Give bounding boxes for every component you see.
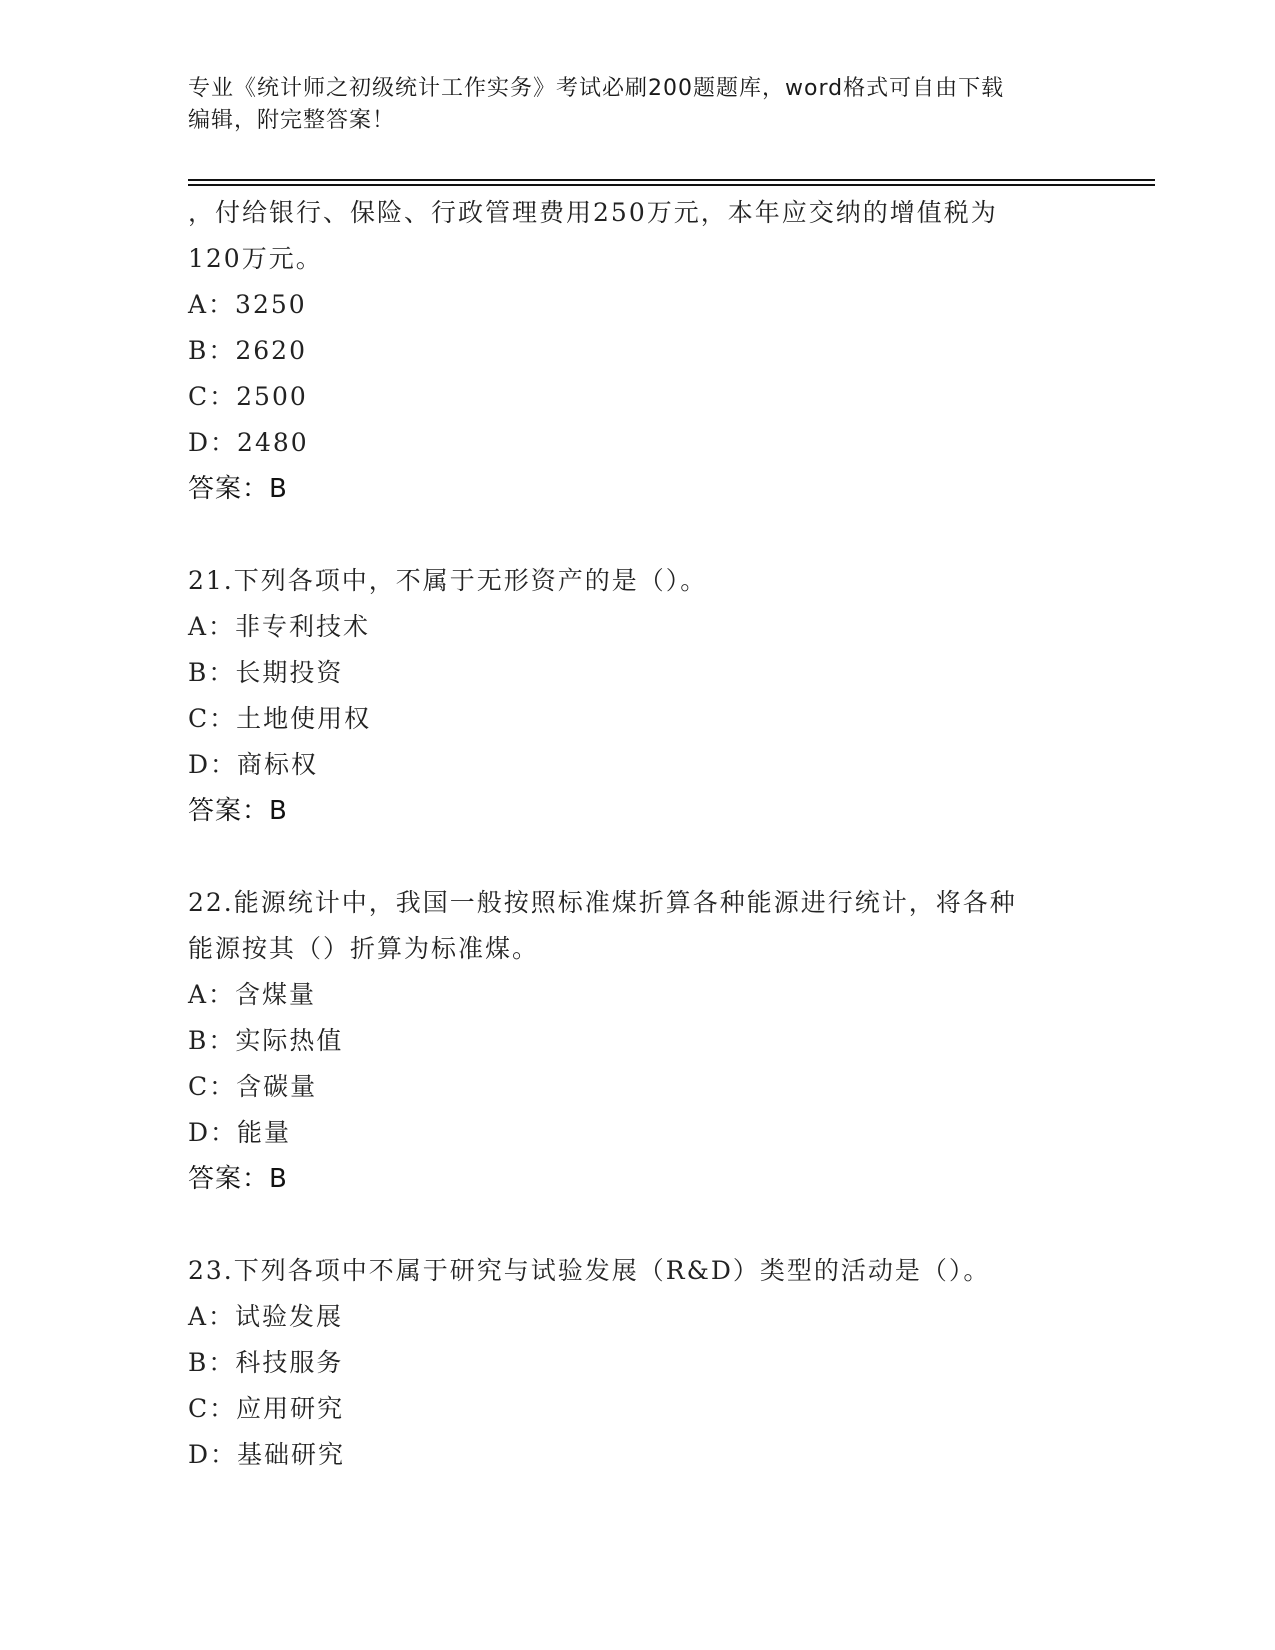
option-a: A：3250	[188, 290, 307, 319]
option-c: C：2500	[188, 382, 308, 411]
question-text-continued: ，付给银行、保险、行政管理费用250万元，本年应交纳的增值税为	[188, 198, 998, 227]
option-a: A：非专利技术	[188, 612, 371, 641]
option-d: D：商标权	[188, 750, 319, 779]
option-c: C：土地使用权	[188, 704, 372, 733]
answer-line: 答案：B	[188, 474, 288, 504]
option-a: A：含煤量	[188, 980, 317, 1009]
question-22	[188, 880, 1088, 1202]
question-text-continued: 120万元。	[188, 244, 323, 273]
option-d: D：2480	[188, 428, 309, 457]
option-c: C：应用研究	[188, 1394, 345, 1423]
option-d: D：能量	[188, 1118, 292, 1147]
option-a: A：试验发展	[188, 1302, 344, 1331]
question-text: 21.下列各项中，不属于无形资产的是（）。	[188, 566, 708, 595]
option-d: D：基础研究	[188, 1440, 346, 1469]
header-line-1: 专业《统计师之初级统计工作实务》考试必刷200题题库，word格式可自由下载	[188, 76, 1005, 101]
header-line-2: 编辑，附完整答案！	[188, 108, 396, 133]
option-c: C：含碳量	[188, 1072, 318, 1101]
spacer	[188, 1202, 1088, 1248]
question-text-continued: 能源按其（）折算为标准煤。	[188, 934, 540, 963]
header-divider-bottom	[188, 184, 1155, 186]
answer-line: 答案：B	[188, 796, 288, 826]
question-21	[188, 558, 1088, 834]
question-text: 23.下列各项中不属于研究与试验发展（R&D）类型的活动是（）。	[188, 1256, 991, 1285]
spacer	[188, 512, 1088, 558]
option-b: B：科技服务	[188, 1348, 344, 1377]
spacer	[188, 834, 1088, 880]
question-text: 22.能源统计中，我国一般按照标准煤折算各种能源进行统计，将各种	[188, 888, 1017, 917]
option-b: B：2620	[188, 336, 307, 365]
header-divider-top	[188, 179, 1155, 181]
question-list	[188, 190, 1088, 1478]
option-b: B：长期投资	[188, 658, 344, 687]
document-header	[188, 73, 1088, 137]
answer-line: 答案：B	[188, 1164, 288, 1194]
option-b: B：实际热值	[188, 1026, 344, 1055]
question-20	[188, 190, 1088, 512]
question-23	[188, 1248, 1088, 1478]
